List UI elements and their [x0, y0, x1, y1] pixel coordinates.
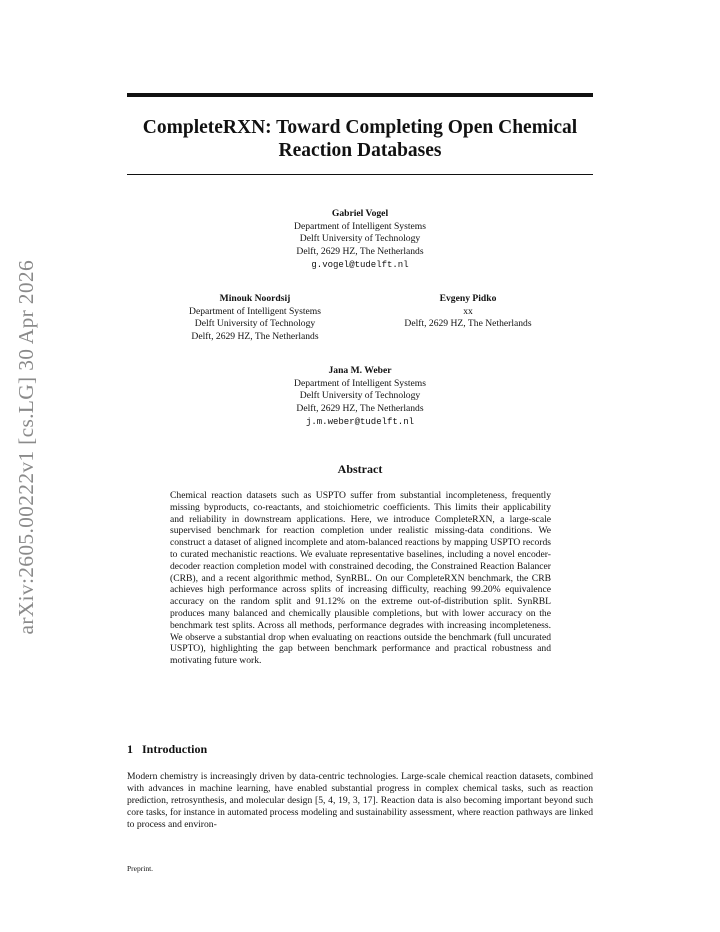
abstract-body: Chemical reaction datasets such as USPTO suffer from substantial incompleteness, frequently missing byproducts, co-reactants, and stoichiometric coefficients. This limits their applicability and reliability in downstream applications. Here, we introduce CompleteRXN, a large-scale supervised benchmark for reaction completion under realistic missing-data conditions. We construct a dataset of aligned incomplete and atom-balanced reactions by mapping USPTO records to curated mechanistic reactions. We evaluate representative baselines, including a novel encoder-decoder reaction completion model with constrained decoding, the Constrained Reaction Balancer (CRB), and a recent algorithmic method, SynRBL. On our CompleteRXN benchmark, the CRB achieves high performance across splits of increasing difficulty, reaching 99.20% equivalence accuracy on the random split and 91.12% on the extreme out-of-distribution split. SynRBL produces many balanced and chemically plausible completions, but with lower accuracy on the benchmark test splits. Across all methods, performance degrades with increasing incompleteness. We observe a substantial drop when evaluating on reactions outside the benchmark (full uncurated USPTO), highlighting the gap between benchmark performance and practical robustness and motivating future work.	[170, 490, 551, 667]
paper-title-line-1: CompleteRXN: Toward Completing Open Chemical	[142, 117, 578, 138]
introduction-paragraph: Modern chemistry is increasingly driven by data-centric technologies. Large-scale chemical reaction datasets, combined with advances in machine learning, have enabled substantial progress in complex chemical tasks, such as reaction prediction, retrosynthesis, and molecular design [5, 4, 19, 3, 17]. Reaction data is also becoming important beyond such core tasks, for instance in automated process modeling and sustainability assessment, where reaction pathways are linked to process and environ-	[127, 771, 593, 830]
title-bottom-rule	[127, 174, 593, 175]
author-name: Evgeny Pidko	[439, 293, 497, 304]
author-university: Delft University of Technology	[299, 233, 421, 245]
author-block-pidko	[368, 293, 568, 331]
abstract-heading: Abstract	[337, 462, 383, 476]
arxiv-identifier-stamp	[14, 260, 48, 650]
author-block-weber	[235, 365, 485, 429]
author-name: Jana M. Weber	[328, 365, 392, 376]
author-university: Delft University of Technology	[194, 318, 316, 330]
author-block-noordsij	[155, 293, 355, 344]
author-block-vogel	[235, 208, 485, 272]
author-email: j.m.weber@tudelft.nl	[305, 416, 415, 427]
section-number: 1	[127, 742, 133, 756]
author-address: Delft, 2629 HZ, The Netherlands	[296, 246, 424, 258]
preprint-footnote: Preprint.	[127, 864, 154, 873]
author-address: Delft, 2629 HZ, The Netherlands	[191, 331, 319, 343]
author-name: Gabriel Vogel	[331, 208, 389, 219]
paper-title	[127, 116, 593, 162]
author-department: Department of Intelligent Systems	[294, 220, 426, 232]
section-title: Introduction	[142, 742, 208, 756]
paper-title-line-2: Reaction Databases	[278, 140, 442, 161]
author-department: Department of Intelligent Systems	[189, 305, 321, 317]
title-top-rule	[127, 93, 593, 97]
section-heading-introduction	[127, 742, 207, 757]
author-name: Minouk Noordsij	[219, 293, 291, 304]
author-department: Department of Intelligent Systems	[294, 377, 426, 389]
author-email: g.vogel@tudelft.nl	[311, 259, 409, 270]
author-address: Delft, 2629 HZ, The Netherlands	[296, 403, 424, 415]
arxiv-identifier-text: arXiv:2605.00222v1 [cs.LG] 30 Apr 2026	[14, 260, 38, 635]
author-university: Delft University of Technology	[299, 390, 421, 402]
author-address: Delft, 2629 HZ, The Netherlands	[404, 318, 532, 330]
author-department: xx	[463, 305, 473, 317]
